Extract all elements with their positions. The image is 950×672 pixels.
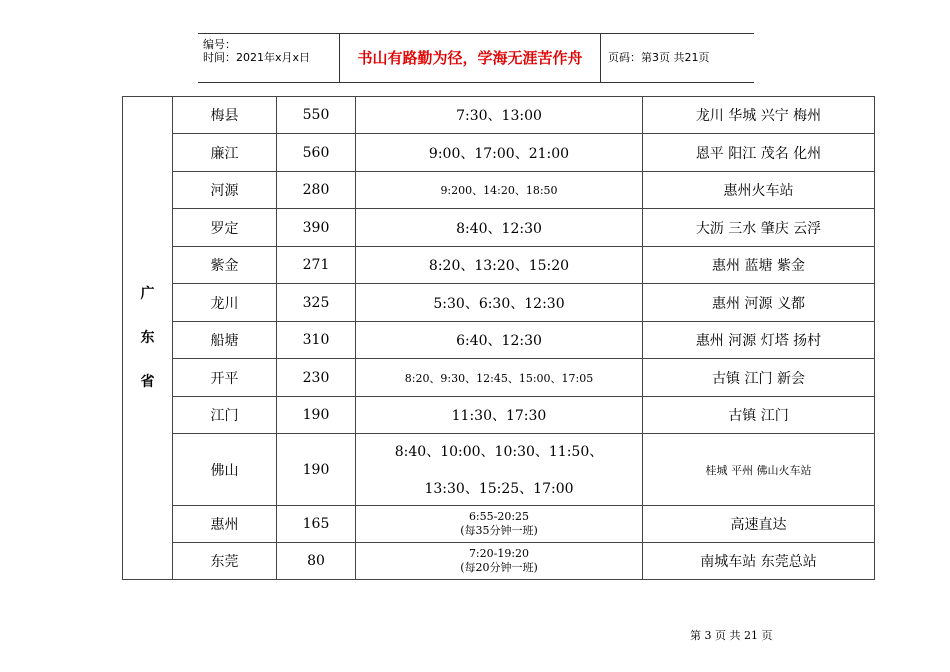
time-label: 时间：2021年x月x日 bbox=[203, 51, 311, 64]
price-cell: 271 bbox=[277, 247, 356, 284]
province-cell bbox=[123, 97, 173, 580]
city-cell: 罗定 bbox=[173, 209, 277, 247]
times-line: 7:20-19:20 bbox=[468, 547, 530, 560]
price-cell: 230 bbox=[277, 359, 356, 397]
times-cell bbox=[356, 506, 643, 543]
table-row bbox=[123, 322, 875, 359]
city-cell: 佛山 bbox=[173, 434, 277, 506]
route-cell: 恩平 阳江 茂名 化州 bbox=[643, 134, 875, 172]
city-cell: 梅县 bbox=[173, 97, 277, 134]
province-char: 广 bbox=[140, 286, 155, 302]
city-cell: 廉江 bbox=[173, 134, 277, 172]
price-cell: 80 bbox=[277, 543, 356, 580]
times-line: 6:55-20:25 bbox=[468, 510, 530, 523]
table-row bbox=[123, 397, 875, 434]
city-cell: 紫金 bbox=[173, 247, 277, 284]
page-header bbox=[198, 33, 754, 83]
price-cell: 550 bbox=[277, 97, 356, 134]
times-cell: 8:40、12:30 bbox=[356, 209, 643, 247]
table-row bbox=[123, 134, 875, 172]
table-row bbox=[123, 247, 875, 284]
route-cell: 惠州 河源 灯塔 扬村 bbox=[643, 322, 875, 359]
times-line: 13:30、15:25、17:00 bbox=[424, 481, 574, 497]
times-cell bbox=[356, 434, 643, 506]
times-cell: 11:30、17:30 bbox=[356, 397, 643, 434]
route-cell: 古镇 江门 新会 bbox=[643, 359, 875, 397]
price-cell: 280 bbox=[277, 172, 356, 209]
header-meta bbox=[198, 34, 339, 82]
page-footer: 第 3 页 共 21 页 bbox=[690, 629, 773, 642]
table-row bbox=[123, 506, 875, 543]
page-info: 页码：第3页 共21页 bbox=[608, 51, 710, 64]
route-cell: 惠州火车站 bbox=[643, 172, 875, 209]
table-row bbox=[123, 172, 875, 209]
table-row bbox=[123, 284, 875, 322]
route-cell: 惠州 河源 义都 bbox=[643, 284, 875, 322]
price-cell: 190 bbox=[277, 397, 356, 434]
price-cell: 325 bbox=[277, 284, 356, 322]
price-cell: 390 bbox=[277, 209, 356, 247]
province-char: 省 bbox=[140, 374, 155, 390]
times-cell: 9:200、14:20、18:50 bbox=[356, 172, 643, 209]
city-cell: 开平 bbox=[173, 359, 277, 397]
city-cell: 惠州 bbox=[173, 506, 277, 543]
times-cell: 8:20、9:30、12:45、15:00、17:05 bbox=[356, 359, 643, 397]
price-cell: 190 bbox=[277, 434, 356, 506]
table-row bbox=[123, 359, 875, 397]
times-line: 8:40、10:00、10:30、11:50、 bbox=[394, 444, 604, 460]
motto: 书山有路勤为径，学海无涯苦作舟 bbox=[339, 34, 601, 82]
route-cell: 高速直达 bbox=[643, 506, 875, 543]
city-cell: 船塘 bbox=[173, 322, 277, 359]
times-cell: 9:00、17:00、21:00 bbox=[356, 134, 643, 172]
route-cell: 龙川 华城 兴宁 梅州 bbox=[643, 97, 875, 134]
times-cell: 7:30、13:00 bbox=[356, 97, 643, 134]
route-cell: 古镇 江门 bbox=[643, 397, 875, 434]
table-row bbox=[123, 97, 875, 134]
table-row bbox=[123, 434, 875, 506]
times-cell: 8:20、13:20、15:20 bbox=[356, 247, 643, 284]
times-note: (每20分钟一班) bbox=[460, 561, 538, 574]
city-cell: 江门 bbox=[173, 397, 277, 434]
times-note: (每35分钟一班) bbox=[460, 524, 538, 537]
route-cell: 大沥 三水 肇庆 云浮 bbox=[643, 209, 875, 247]
city-cell: 河源 bbox=[173, 172, 277, 209]
times-cell: 5:30、6:30、12:30 bbox=[356, 284, 643, 322]
times-cell bbox=[356, 543, 643, 580]
route-cell: 桂城 平州 佛山火车站 bbox=[643, 434, 875, 506]
table-row bbox=[123, 543, 875, 580]
price-cell: 310 bbox=[277, 322, 356, 359]
city-cell: 东莞 bbox=[173, 543, 277, 580]
price-cell: 560 bbox=[277, 134, 356, 172]
city-cell: 龙川 bbox=[173, 284, 277, 322]
table-row bbox=[123, 209, 875, 247]
route-cell: 惠州 蓝塘 紫金 bbox=[643, 247, 875, 284]
province-char: 东 bbox=[140, 330, 155, 346]
bus-schedule-table bbox=[122, 96, 875, 580]
times-cell: 6:40、12:30 bbox=[356, 322, 643, 359]
number-label: 编号： bbox=[203, 38, 236, 51]
route-cell: 南城车站 东莞总站 bbox=[643, 543, 875, 580]
price-cell: 165 bbox=[277, 506, 356, 543]
